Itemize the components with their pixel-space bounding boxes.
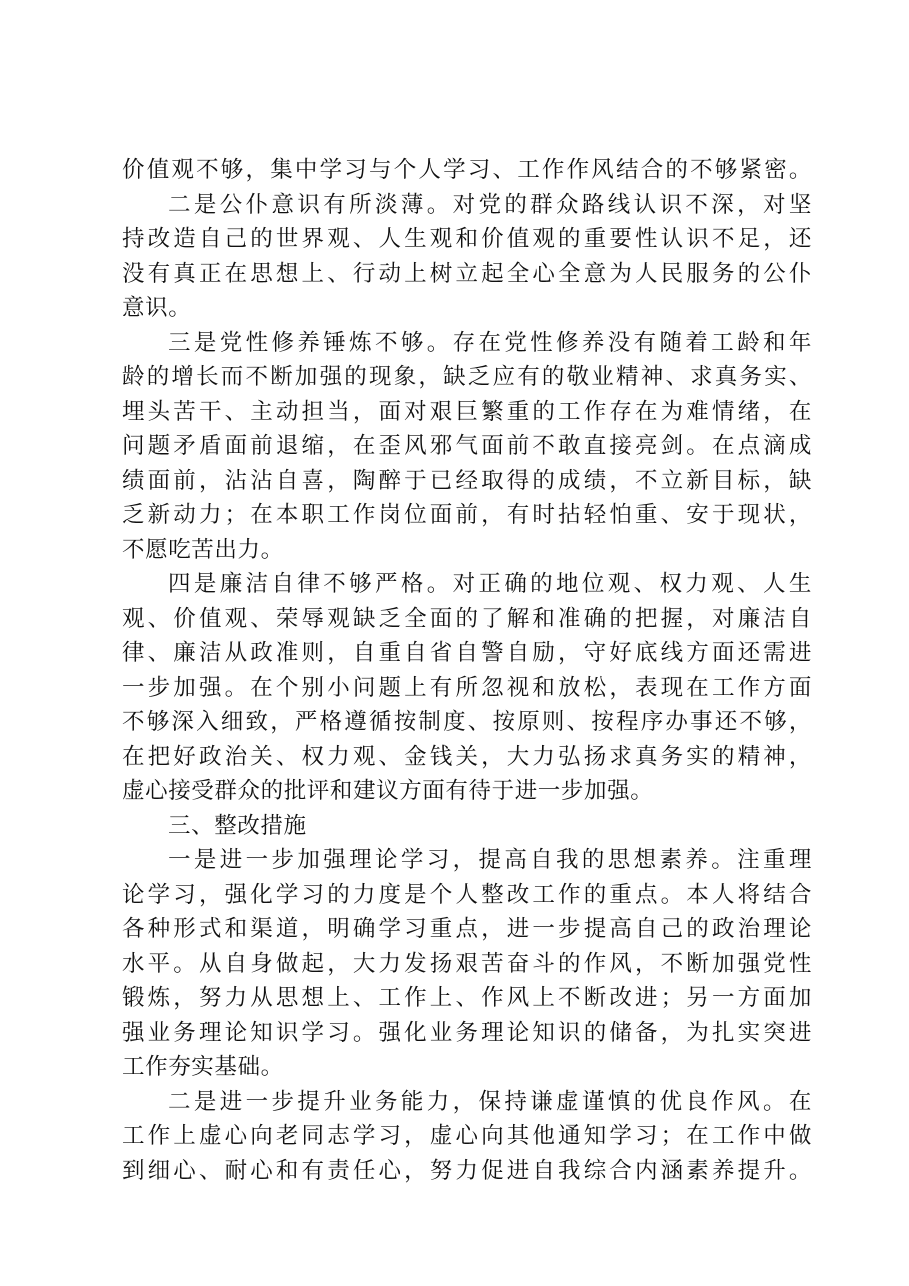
text-line: 乏新动力；在本职工作岗位面前，有时拈轻怕重、安于现状， (122, 502, 812, 528)
text-line: 工作上虚心向老同志学习，虚心向其他通知学习；在工作中做 (122, 1123, 812, 1149)
text-line: 观、价值观、荣辱观缺乏全面的了解和准确的把握，对廉洁自 (122, 605, 812, 632)
text-line: 意识。 (122, 295, 192, 321)
text-line: 绩面前，沾沾自喜，陶醉于已经取得的成绩，不立新目标，缺 (122, 467, 812, 494)
text-line: 问题矛盾面前退缩，在歪风邪气面前不敢直接亮剑。在点滴成 (122, 433, 812, 459)
text-line: 一是进一步加强理论学习，提高自我的思想素养。注重理 (168, 847, 812, 873)
document-body (122, 153, 812, 1188)
text-line: 律、廉洁从政准则，自重自省自警自励，守好底线方面还需进 (122, 640, 812, 666)
text-line: 二是进一步提升业务能力，保持谦虚谨慎的优良作风。在 (168, 1088, 812, 1115)
text-line: 不愿吃苦出力。 (122, 536, 284, 563)
text-line: 一步加强。在个别小问题上有所忽视和放松，表现在工作方面 (122, 674, 812, 701)
text-line: 强业务理论知识学习。强化业务理论知识的储备，为扎实突进 (122, 1019, 812, 1046)
text-line: 二是公仆意识有所淡薄。对党的群众路线认识不深，对坚 (168, 191, 812, 218)
text-line: 到细心、耐心和有责任心，努力促进自我综合内涵素养提升。 (122, 1157, 812, 1184)
text-line: 论学习，强化学习的力度是个人整改工作的重点。本人将结合 (122, 881, 812, 908)
text-line: 持改造自己的世界观、人生观和价值观的重要性认识不足，还 (122, 226, 812, 252)
text-line: 水平。从自身做起，大力发扬艰苦奋斗的作风，不断加强党性 (122, 950, 812, 977)
text-line: 虚心接受群众的批评和建议方面有待于进一步加强。 (122, 778, 654, 804)
text-line: 埋头苦干、主动担当，面对艰巨繁重的工作存在为难情绪，在 (122, 398, 812, 425)
text-line: 没有真正在思想上、行动上树立起全心全意为人民服务的公仆 (122, 260, 812, 287)
text-line: 工作夯实基础。 (122, 1054, 284, 1080)
text-line: 各种形式和渠道，明确学习重点，进一步提高自己的政治理论 (122, 916, 812, 942)
text-line: 四是廉洁自律不够严格。对正确的地位观、权力观、人生 (168, 571, 812, 597)
text-line: 锻炼，努力从思想上、工作上、作风上不断改进；另一方面加 (122, 985, 812, 1011)
text-line: 在把好政治关、权力观、金钱关，大力弘扬求真务实的精神， (122, 743, 812, 770)
text-line: 价值观不够，集中学习与个人学习、工作作风结合的不够紧密。 (122, 157, 812, 183)
text-line: 三是党性修养锤炼不够。存在党性修养没有随着工龄和年 (168, 329, 812, 356)
text-line: 三、整改措施 (168, 812, 307, 839)
text-line: 龄的增长而不断加强的现象，缺乏应有的敬业精神、求真务实、 (122, 364, 812, 390)
text-line: 不够深入细致，严格遵循按制度、按原则、按程序办事还不够， (122, 709, 812, 735)
